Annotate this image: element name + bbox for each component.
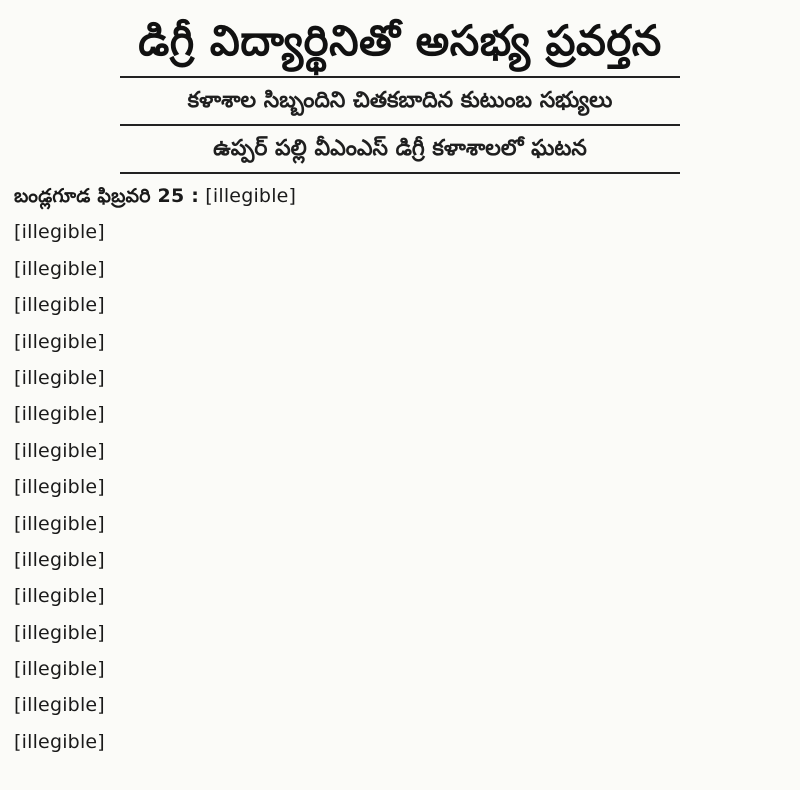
body-line-14: [illegible] <box>14 658 105 681</box>
article-body <box>14 178 786 760</box>
article-subhead-2: ఉప్పర్ పల్లి వీఎంఎస్ డిగ్రీ కళాశాలలో ఘటన <box>120 124 680 174</box>
body-line-3: [illegible] <box>14 257 105 280</box>
body-line-6: [illegible] <box>14 366 105 389</box>
body-line-2: [illegible] <box>14 221 105 244</box>
body-line-7: [illegible] <box>14 403 105 426</box>
article-headline: డిగ్రీ విద్యార్థినితో అసభ్య ప్రవర్తన <box>138 16 662 65</box>
body-line-9: [illegible] <box>14 476 105 499</box>
body-line-1 <box>14 178 786 214</box>
body-line-8: [illegible] <box>14 439 105 462</box>
body-line-4: [illegible] <box>14 294 105 317</box>
body-line-15: [illegible] <box>14 694 105 717</box>
body-line-1-text: [illegible] <box>205 185 297 207</box>
body-line-11: [illegible] <box>14 548 105 571</box>
body-line-10: [illegible] <box>14 512 105 535</box>
body-line-5: [illegible] <box>14 330 105 353</box>
article-dateline: బండ్లగూడ ఫిబ్రవరి 25 : <box>14 185 199 207</box>
body-line-13: [illegible] <box>14 621 105 644</box>
body-line-12: [illegible] <box>14 585 105 608</box>
body-line-16: [illegible] <box>14 730 105 753</box>
article-subhead-1: కళాశాల సిబ్బందిని చితకబాదిన కుటుంబ సభ్యులు <box>120 76 680 124</box>
